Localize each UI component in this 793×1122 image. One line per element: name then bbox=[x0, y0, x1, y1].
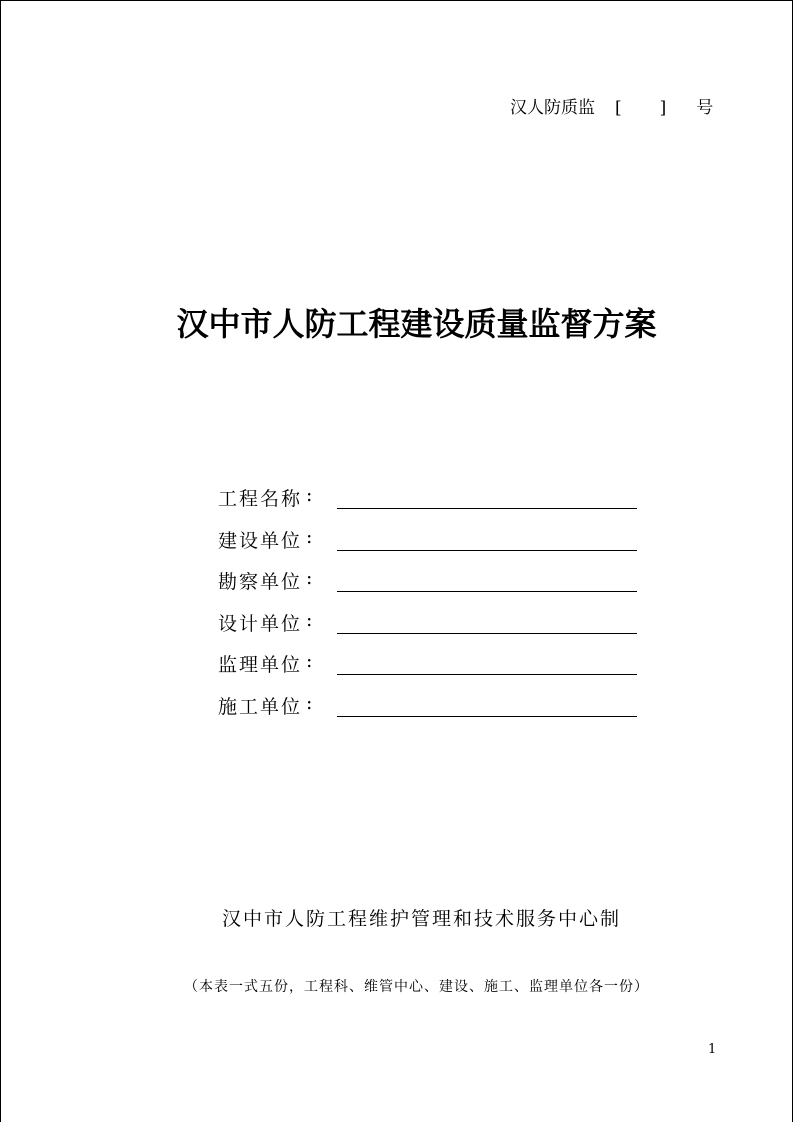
document-number bbox=[510, 93, 713, 118]
form-fields bbox=[218, 484, 638, 734]
survey-unit-field[interactable] bbox=[337, 591, 637, 592]
field-row-design-unit bbox=[218, 609, 638, 651]
field-row-project-name bbox=[218, 484, 638, 526]
field-label: 设计单位 bbox=[218, 612, 303, 635]
field-row-supervision-unit bbox=[218, 650, 638, 692]
field-label: 监理单位 bbox=[218, 654, 303, 677]
distribution-note: （本表一式五份，工程科、维管中心、建设、施工、监理单位各一份） bbox=[184, 979, 649, 995]
page-border-top bbox=[0, 0, 793, 1]
field-row-contractor-unit bbox=[218, 692, 638, 734]
document-number-bracket-close: ] bbox=[659, 98, 667, 118]
document-number-suffix: 号 bbox=[696, 98, 714, 118]
page-border-left bbox=[0, 0, 1, 1122]
field-label: 勘察单位 bbox=[218, 571, 303, 594]
contractor-unit-field[interactable] bbox=[337, 716, 637, 717]
document-number-prefix: 汉人防质监 bbox=[510, 98, 595, 118]
field-colon: : bbox=[306, 650, 313, 673]
issuer-line: 汉中市人防工程维护管理和技术服务中心制 bbox=[221, 908, 621, 930]
field-label: 建设单位 bbox=[218, 529, 303, 552]
page-number: 1 bbox=[708, 1042, 717, 1057]
design-unit-field[interactable] bbox=[337, 633, 637, 634]
field-colon: : bbox=[306, 567, 313, 590]
document-number-bracket-open: [ bbox=[615, 98, 622, 118]
construction-unit-field[interactable] bbox=[337, 550, 637, 551]
field-colon: : bbox=[306, 525, 313, 548]
document-title: 汉中市人防工程建设质量监督方案 bbox=[176, 305, 657, 343]
supervision-unit-field[interactable] bbox=[337, 674, 637, 675]
field-label: 施工单位 bbox=[218, 695, 303, 718]
field-row-construction-unit bbox=[218, 526, 638, 568]
field-colon: : bbox=[306, 691, 313, 714]
field-colon: : bbox=[306, 608, 313, 631]
field-colon: : bbox=[306, 484, 313, 506]
field-label: 工程名称 bbox=[218, 488, 303, 510]
project-name-field[interactable] bbox=[337, 508, 637, 509]
field-row-survey-unit bbox=[218, 567, 638, 609]
